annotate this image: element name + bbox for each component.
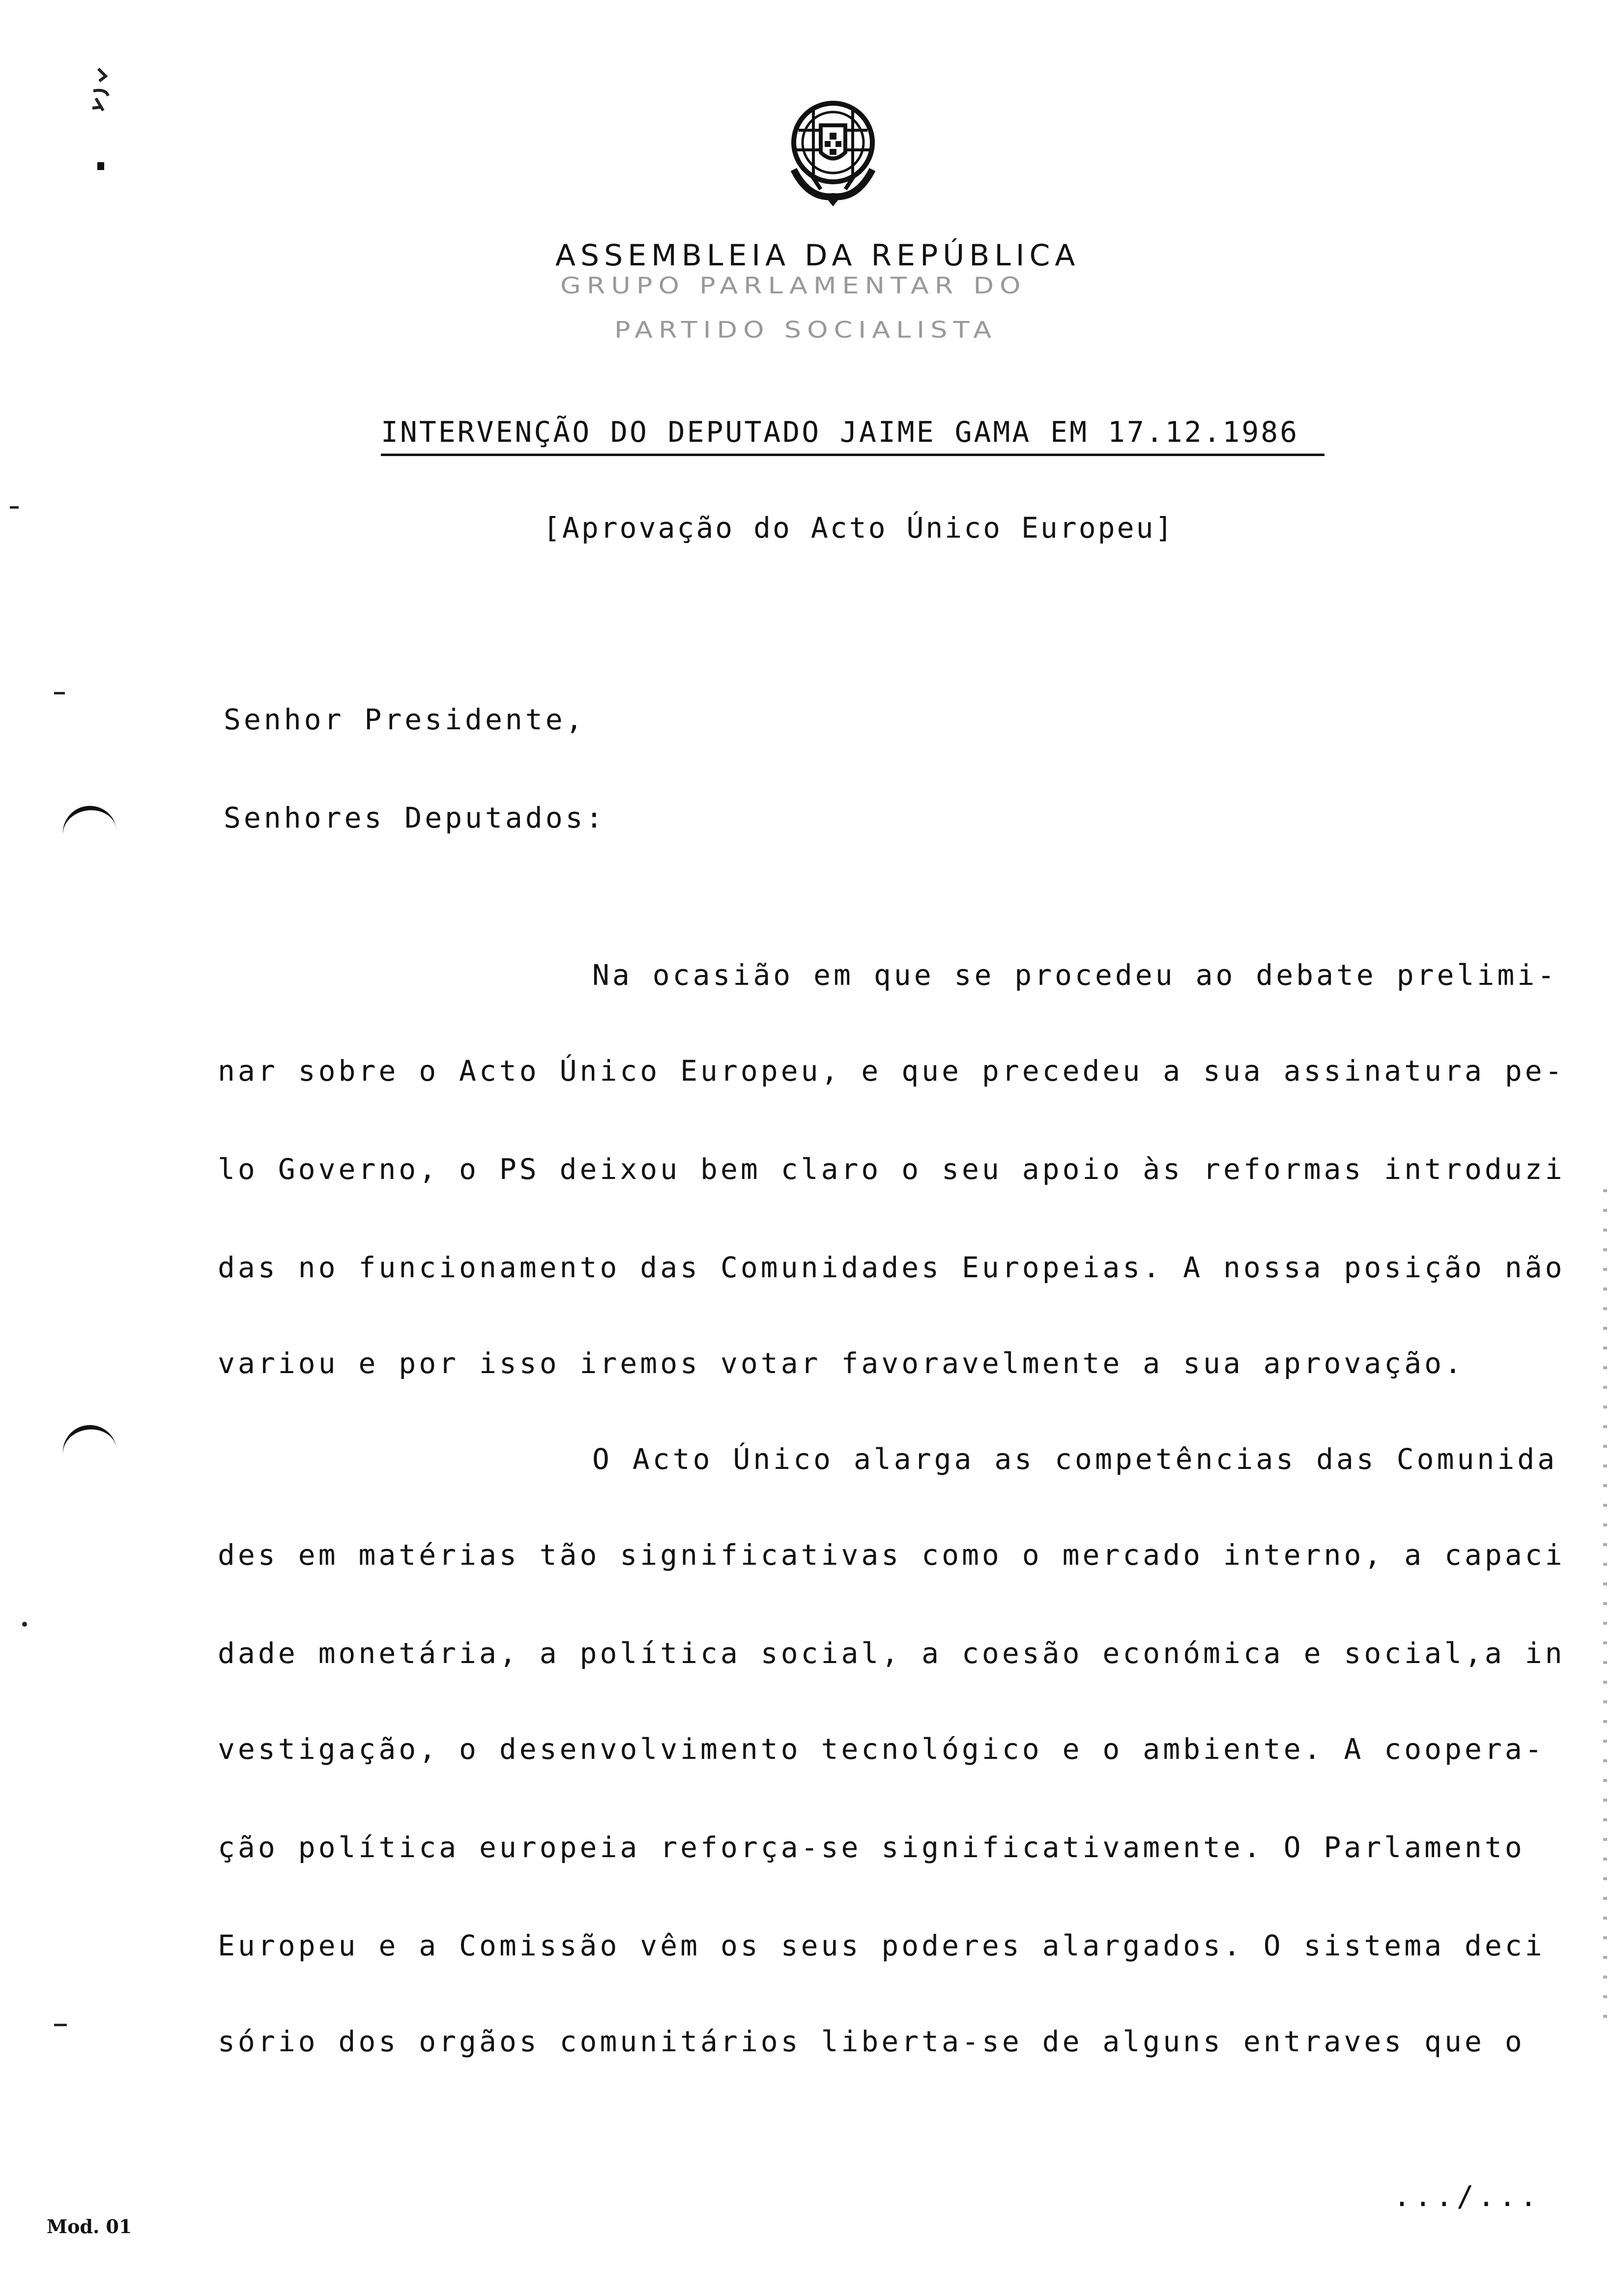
body-text-line: sório dos orgãos comunitários liberta-se de alguns entraves que o <box>218 2025 1525 2058</box>
coat-of-arms-emblem <box>779 96 887 209</box>
form-code: Mod. 01 <box>47 2215 132 2238</box>
party-stamp-line: GRUPO PARLAMENTAR DO <box>560 272 1027 299</box>
body-text-line: ção política europeia reforça-se significativamente. O Parlamento <box>218 1831 1525 1864</box>
body-text-line: lo Governo, o PS deixou bem claro o seu apoio às reformas introduzi <box>218 1152 1565 1186</box>
document-subtitle: [Aprovação do Acto Único Europeu] <box>543 511 1175 545</box>
body-text-line: Europeu e a Comissão vêm os seus poderes alargados. O sistema deci <box>218 1929 1545 1962</box>
margin-tick <box>54 2024 67 2026</box>
handwritten-mark <box>79 64 123 182</box>
salutation-line: Senhor Presidente, <box>224 703 586 736</box>
document-title: INTERVENÇÃO DO DEPUTADO JAIME GAMA EM 17.12.1986 <box>381 415 1324 456</box>
salutation-line: Senhores Deputados: <box>224 801 606 834</box>
margin-dot <box>22 1622 27 1627</box>
institution-name: ASSEMBLEIA DA REPÚBLICA <box>555 238 1080 273</box>
punch-hole-mark <box>59 1422 118 1463</box>
body-text-line: des em matérias tão significativas como o mercado interno, a capaci <box>218 1538 1565 1572</box>
continuation-marker: .../... <box>1393 2180 1541 2213</box>
margin-tick <box>10 506 19 509</box>
body-text-line: nar sobre o Acto Único Europeu, e que precedeu a sua assinatura pe- <box>218 1054 1565 1088</box>
scan-edge-artifact <box>1603 1189 1607 2025</box>
body-text-line: O Acto Único alarga as competências das Comunida <box>592 1442 1558 1476</box>
margin-tick <box>54 692 65 694</box>
party-stamp-line: PARTIDO SOCIALISTA <box>614 316 998 344</box>
body-text-line: vestigação, o desenvolvimento tecnológico e o ambiente. A coopera- <box>218 1732 1545 1766</box>
punch-hole-mark <box>59 803 118 844</box>
body-text-line: Na ocasião em que se procedeu ao debate prelimi- <box>592 958 1558 992</box>
body-text-line: dade monetária, a política social, a coesão económica e social,a in <box>218 1636 1565 1670</box>
body-text-line: das no funcionamento das Comunidades Europeias. A nossa posição não <box>218 1251 1565 1284</box>
body-text-line: variou e por isso iremos votar favoravelmente a sua aprovação. <box>218 1347 1465 1380</box>
